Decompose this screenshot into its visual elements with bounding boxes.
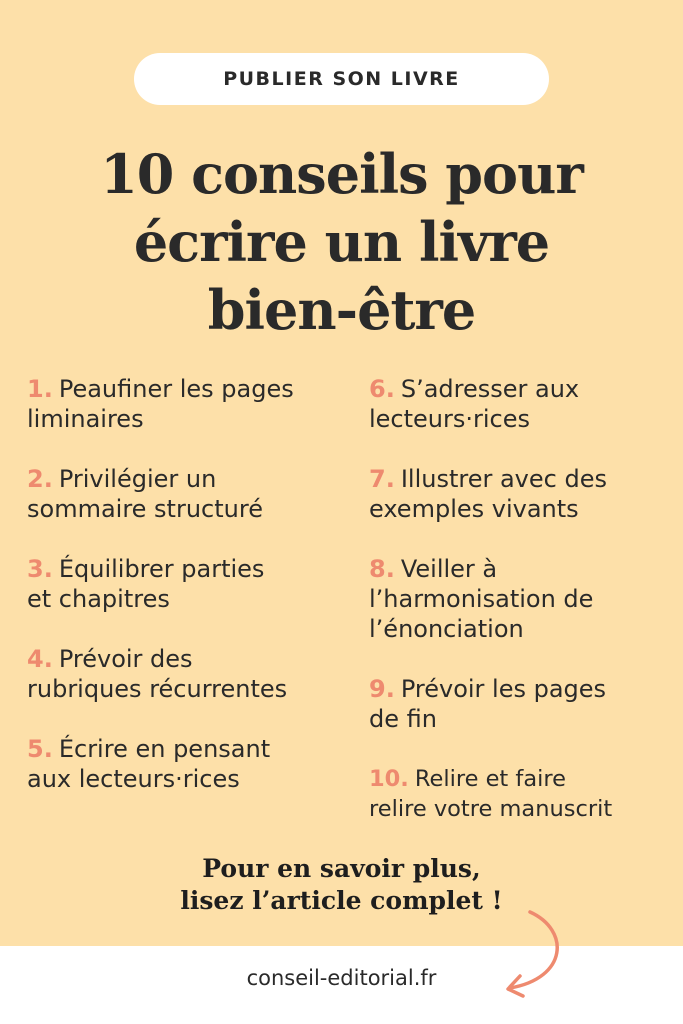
tip-item-4	[27, 644, 287, 704]
tip-number: 6.	[369, 375, 395, 403]
tip-text: lecteurs·rices	[369, 405, 531, 433]
category-badge	[134, 53, 549, 105]
curved-arrow-icon	[490, 900, 570, 1000]
tip-item-6	[369, 374, 579, 434]
tip-text: sommaire structuré	[27, 495, 263, 523]
title-line-1: 10 conseils pour	[100, 142, 583, 206]
tip-number: 8.	[369, 555, 395, 583]
tip-text: Privilégier un	[58, 465, 217, 493]
tip-text: l’harmonisation de	[369, 585, 594, 613]
tip-text: liminaires	[27, 405, 144, 433]
cta-line-2: lisez l’article complet !	[180, 886, 503, 915]
tip-text: Prévoir des	[58, 645, 193, 673]
tip-text: Peaufiner les pages	[58, 375, 294, 403]
tip-number: 9.	[369, 675, 395, 703]
title-line-2: écrire un livre	[133, 210, 550, 274]
tip-text: Équilibrer parties	[58, 555, 265, 583]
tip-number: 7.	[369, 465, 395, 493]
tip-number: 4.	[27, 645, 53, 673]
page-title	[0, 140, 683, 344]
tip-text: aux lecteurs·rices	[27, 765, 240, 793]
tip-text: S’adresser aux	[400, 375, 580, 403]
title-line-3: bien-être	[207, 278, 476, 342]
tip-text: l’énonciation	[369, 615, 524, 643]
tip-item-7	[369, 464, 607, 524]
tip-number: 5.	[27, 735, 53, 763]
tip-text: et chapitres	[27, 585, 170, 613]
tip-item-3	[27, 554, 264, 614]
tip-item-10	[369, 764, 612, 824]
site-link[interactable]: conseil-editorial.fr	[246, 966, 437, 990]
tip-number: 2.	[27, 465, 53, 493]
category-badge-label: PUBLIER SON LIVRE	[223, 68, 460, 90]
tip-item-5	[27, 734, 270, 794]
tip-number: 1.	[27, 375, 53, 403]
tip-number: 3.	[27, 555, 53, 583]
tip-text: rubriques récurrentes	[27, 675, 288, 703]
tip-number: 10.	[369, 766, 409, 792]
tip-text: Illustrer avec des	[400, 465, 607, 493]
tip-text: Écrire en pensant	[58, 735, 271, 763]
tip-text: de fin	[369, 705, 437, 733]
tip-text: Relire et faire	[414, 766, 566, 792]
tip-item-9	[369, 674, 606, 734]
tip-item-8	[369, 554, 593, 644]
tip-item-1	[27, 374, 294, 434]
tip-text: relire votre manuscrit	[369, 796, 613, 822]
cta-line-1: Pour en savoir plus,	[202, 854, 481, 883]
tip-text: Veiller à	[400, 555, 498, 583]
tip-text: exemples vivants	[369, 495, 579, 523]
tip-text: Prévoir les pages	[400, 675, 607, 703]
footer-bar	[0, 946, 683, 1024]
call-to-action	[0, 853, 683, 917]
tip-item-2	[27, 464, 263, 524]
